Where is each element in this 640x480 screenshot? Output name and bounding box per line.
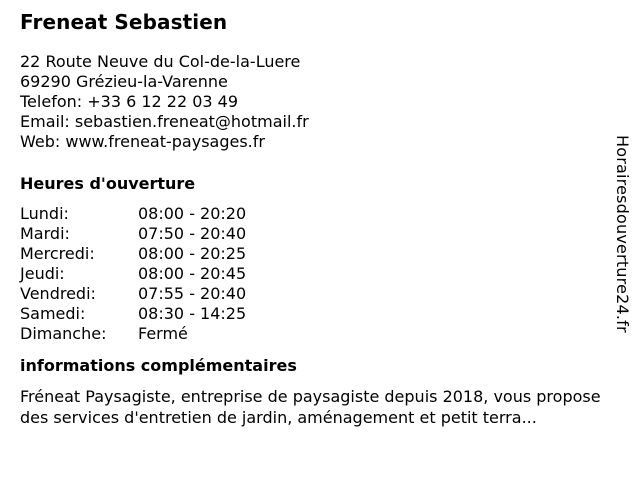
address-line-1: 22 Route Neuve du Col-de-la-Luere xyxy=(20,52,301,71)
web-line: Web: www.freneat-paysages.fr xyxy=(20,132,265,151)
hours-row-sunday xyxy=(20,324,620,344)
day-label: Mardi: xyxy=(20,224,70,243)
hours-row-thursday xyxy=(20,264,620,284)
hours-row-saturday xyxy=(20,304,620,324)
time-range: 08:00 - 20:25 xyxy=(138,244,247,263)
day-label: Vendredi: xyxy=(20,284,96,303)
day-label: Samedi: xyxy=(20,304,86,323)
opening-hours-heading: Heures d'ouverture xyxy=(20,174,196,193)
day-label: Lundi: xyxy=(20,204,69,223)
address-line-2: 69290 Grézieu-la-Varenne xyxy=(20,72,228,91)
email-line: Email: sebastien.freneat@hotmail.fr xyxy=(20,112,309,131)
business-card xyxy=(20,10,620,428)
day-label: Dimanche: xyxy=(20,324,107,343)
hours-row-friday xyxy=(20,284,620,304)
business-description: Fréneat Paysagiste, entreprise de paysagiste depuis 2018, vous propose des services d'entretien de jardin, aménagement et petit terra... xyxy=(20,387,601,427)
time-range: Fermé xyxy=(138,324,188,343)
hours-row-tuesday xyxy=(20,224,620,244)
time-range: 08:30 - 14:25 xyxy=(138,304,247,323)
time-range: 07:55 - 20:40 xyxy=(138,284,247,303)
phone-line: Telefon: +33 6 12 22 03 49 xyxy=(20,92,239,111)
time-range: 08:00 - 20:45 xyxy=(138,264,247,283)
opening-hours-list xyxy=(20,204,620,344)
hours-row-wednesday xyxy=(20,244,620,264)
time-range: 07:50 - 20:40 xyxy=(138,224,247,243)
site-watermark: Horairesdouverture24.fr xyxy=(613,135,632,333)
day-label: Jeudi: xyxy=(20,264,65,283)
additional-info-heading: informations complémentaires xyxy=(20,356,297,375)
business-name: Freneat Sebastien xyxy=(20,10,228,34)
hours-row-monday xyxy=(20,204,620,224)
day-label: Mercredi: xyxy=(20,244,95,263)
time-range: 08:00 - 20:20 xyxy=(138,204,247,223)
